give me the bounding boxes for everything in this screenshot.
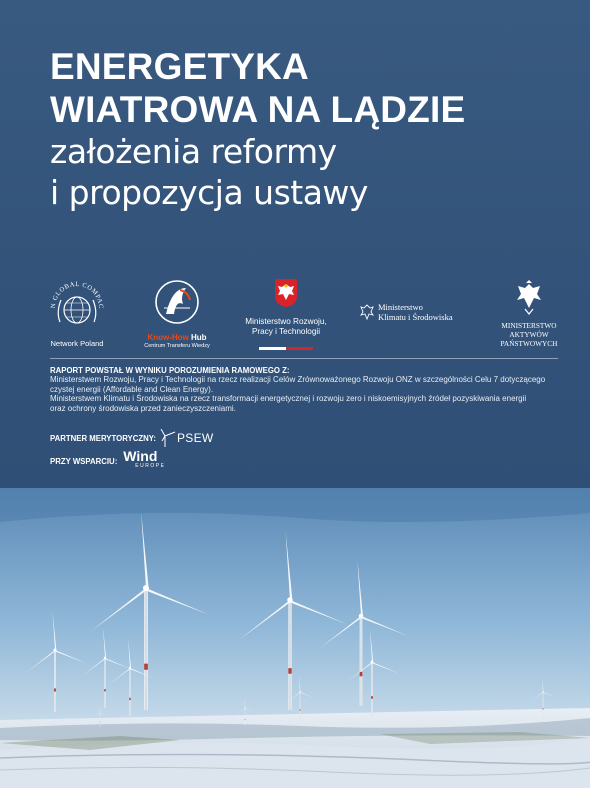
un-arc-text: N GLOBAL COMPAC (49, 280, 105, 310)
psew-name: PSEW (176, 431, 214, 445)
windeurope-sub: EUROPE (135, 463, 166, 469)
un-emblem-icon (46, 278, 108, 334)
klimatu-line2: Klimatu i Środowiska (378, 312, 453, 322)
wind-farm-photo (0, 488, 590, 788)
title-line-2: WIATROWA NA LĄDZIE (50, 89, 466, 130)
un-global-compact-logo (46, 278, 108, 348)
cover-title (50, 45, 550, 213)
supported-by (50, 450, 165, 472)
windeurope-name: Wind (123, 448, 158, 464)
report-para1-line1: Ministerstwem Rozwoju, Pracy i Technologii na rzecz realizacji Celów Zrównoważonego Rozwoju ONZ w szczególności Celu 7 dotyczącego (50, 375, 546, 385)
report-heading: RAPORT POWSTAŁ W WYNIKU POROZUMIENIA RAMOWEGO Z: (50, 366, 290, 375)
content-partner (50, 428, 214, 448)
report-para2-line2: oraz ochrony środowiska przed zanieczyszczeniami. (50, 403, 236, 413)
hub-emblem-icon (150, 278, 204, 328)
title-line-3: założenia reformy (50, 132, 337, 171)
hub-brand-hub: Hub (188, 333, 207, 342)
windeurope-logo (123, 448, 166, 471)
un-caption: Network Poland (50, 339, 104, 348)
rozwoju-line2: Pracy i Technologii (251, 327, 321, 336)
aktywow-line2: AKTYWÓW (509, 330, 549, 339)
support-label: PRZY WSPARCIU: (50, 456, 118, 466)
partner-logos (40, 278, 570, 350)
hub-brand-know: Know-How (147, 333, 189, 342)
title-line-1: ENERGETYKA (50, 46, 309, 87)
wind-farm-illustration (0, 488, 590, 788)
report-para2-line1: Ministerstwem Klimatu i Środowiska na rzecz transformacji energetycznej i rozwoju zero i niskoemisyjnych źródeł pozyskiwania energii (50, 394, 527, 404)
svg-text:UN GLOBAL COMPACT (46, 278, 104, 309)
hub-tagline: Centrum Transferu Wiedzy (144, 343, 210, 349)
ministerstwo-klimatu-logo (358, 302, 474, 322)
partner-label: PARTNER MERYTORYCZNY: (50, 433, 156, 443)
aktywow-line1: MINISTERSTWO (501, 321, 557, 330)
report-para1-line2: czystej energii (Affordable and Clean Energy). (50, 384, 214, 394)
report-note (50, 366, 560, 413)
know-how-hub-logo (136, 278, 218, 350)
eagle-small-icon (360, 304, 374, 322)
title-line-4: i propozycja ustawy (50, 173, 368, 212)
hub-brand (136, 333, 218, 342)
ministerstwo-aktywow-logo (490, 280, 568, 348)
ministerstwo-rozwoju-logo (236, 278, 336, 355)
polish-eagle-crest-icon (273, 278, 299, 308)
psew-turbine-icon (160, 429, 176, 447)
aktywow-line3: PAŃSTWOWYCH (500, 339, 558, 348)
klimatu-line1: Ministerstwo (378, 302, 423, 312)
divider (50, 358, 558, 359)
flag-stripe-icon (259, 347, 313, 350)
polish-eagle-icon (514, 280, 544, 316)
rozwoju-line1: Ministerstwo Rozwoju, (245, 317, 327, 326)
